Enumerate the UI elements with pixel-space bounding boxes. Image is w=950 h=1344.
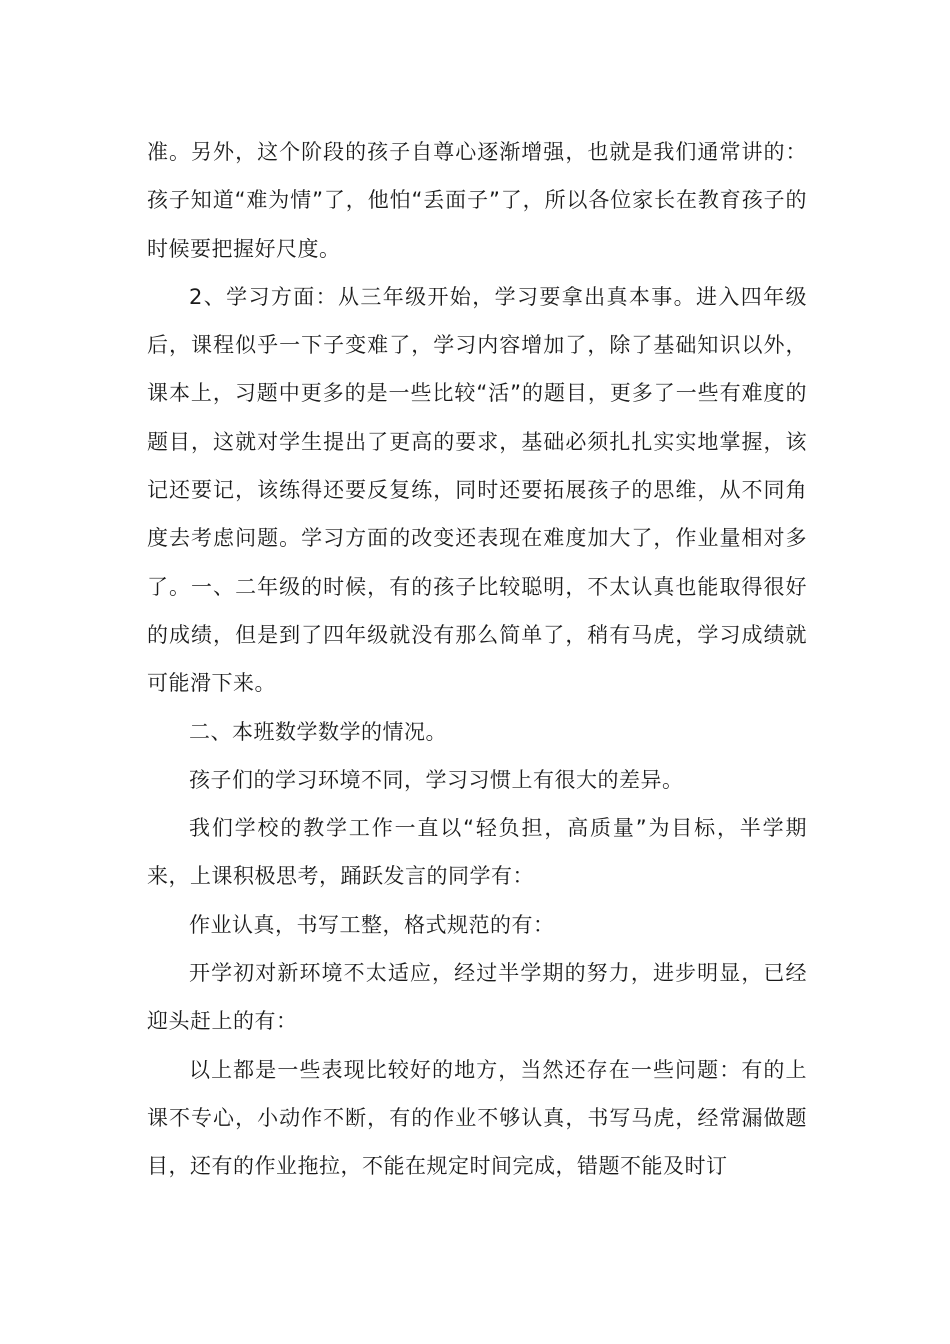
paragraph-problems: 以上都是一些表现比较好的地方，当然还存在一些问题：有的上课不专心，小动作不断，有的作业不够认真，书写马虎，经常漏做题目，还有的作业拖拉，不能在规定时间完成，错题不能及时订 — [147, 1057, 807, 1179]
paragraph-continuation: 准。另外，这个阶段的孩子自尊心逐渐增强，也就是我们通常讲的：孩子知道“难为情”了，他怕“丢面子”了，所以各位家长在教育孩子的时候要把握好尺度。 — [147, 140, 807, 261]
document-body — [147, 128, 807, 1191]
paragraph-learning-aspect: 2、学习方面：从三年级开始，学习要拿出真本事。进入四年级后，课程似乎一下子变难了，学习内容增加了，除了基础知识以外，课本上，习题中更多的是一些比较“活”的题目，更多了一些有难度的题目，这就对学生提出了更高的要求，基础必须扎扎实实地掌握，该记还要记，该练得还要反复练，同时还要拓展孩子的思维，从不同角度去考虑问题。学习方面的改变还表现在难度加大了，作业量相对多了。一、二年级的时候，有的孩子比较聪明，不太认真也能取得很好的成绩，但是到了四年级就没有那么简单了，稍有马虎，学习成绩就可能滑下来。 — [147, 284, 807, 696]
paragraph-learning-environment: 孩子们的学习环境不同，学习习惯上有很大的差异。 — [189, 767, 684, 792]
paragraph-progress: 开学初对新环境不太适应，经过半学期的努力，进步明显，已经迎头赶上的有： — [147, 961, 807, 1034]
section-heading-class-math: 二、本班数学数学的情况。 — [189, 719, 447, 744]
paragraph-school-goal: 我们学校的教学工作一直以“轻负担，高质量”为目标，半学期来，上课积极思考，踊跃发言的同学有： — [147, 816, 807, 889]
paragraph-homework: 作业认真，书写工整，格式规范的有： — [189, 912, 555, 937]
